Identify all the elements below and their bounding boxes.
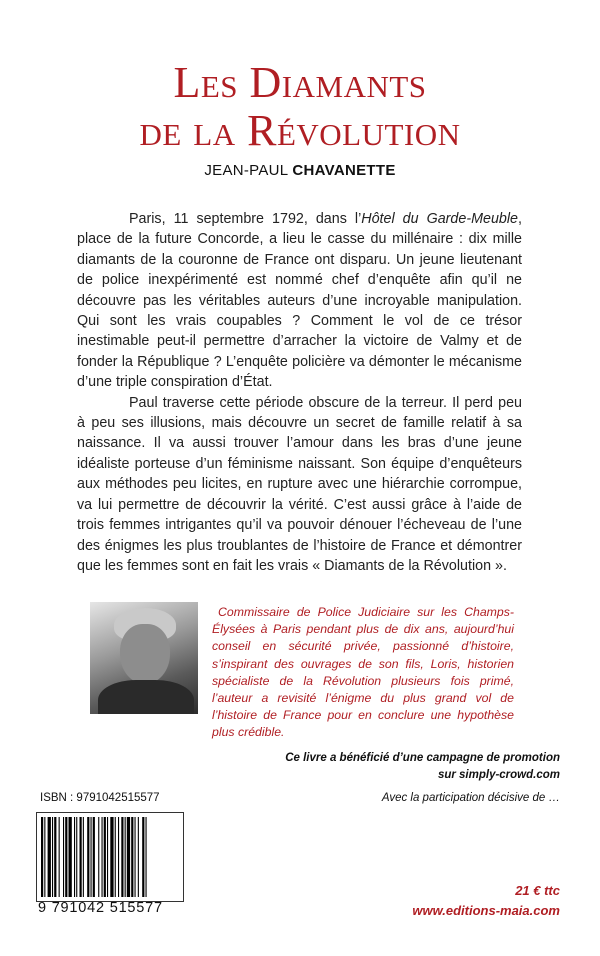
- author-name: [0, 162, 600, 179]
- author-portrait-icon: [90, 602, 198, 714]
- synopsis-paragraph-1: [77, 209, 522, 393]
- price: 21 € ttc: [515, 883, 560, 898]
- promotion-line-2: sur simply-crowd.com: [437, 769, 560, 781]
- synopsis-p1-end: , place de la future Concorde, a lieu le casse du millénaire : dix mille diamants de la couronne de France ont disparu. Un jeune lieutenant de police inexpérimenté est nommé chef d’enquête afin qu’il ne découvre pas les véritables auteurs d’une incroyable manipulation. Qui sont les vrais coupables ? Comment le vol de ce trésor inestimable peut-il permettre d’arracher la victoire de Valmy et de fonder la République ? L’enquête policière va démonter le mécanisme d’une triple conspiration d’État.: [77, 211, 522, 391]
- barcode-icon: [36, 812, 184, 902]
- barcode-digits: 9 791042 515577: [38, 900, 163, 916]
- publisher-website: www.editions-maia.com: [412, 903, 560, 918]
- synopsis: [77, 209, 522, 576]
- synopsis-paragraph-2: Paul traverse cette période obscure de la terreur. Il perd peu à peu ses illusions, mais découvre un secret de famille relatif à sa naissance. Il va aussi trouver l’amour dans les bras d’une jeune idéaliste porteuse d’un féminisme naissant. Son équipe d’enquêteurs aux méthodes peu licites, en rupture avec une hiérarchie corrompue, va lui permettre de découvrir la vérité. C’est aussi grâce à l’aide de trois femmes intrigantes qu’il va pouvoir dénouer l’écheveau de l’une des énigmes les plus troublantes de l’histoire de France et démontrer que les femmes sont en fait les vrais « Diamants de la Révolution ».: [77, 394, 522, 574]
- author-last-name: CHAVANETTE: [292, 162, 396, 179]
- synopsis-p1-start: Paris, 11 septembre 1792, dans l’: [129, 211, 362, 227]
- author-first-name: JEAN-PAUL: [204, 162, 288, 179]
- participation-note: Avec la participation décisive de …: [381, 792, 560, 804]
- author-bio: Commissaire de Police Judiciaire sur les Champs-Élysées à Paris pendant plus de dix ans, aujourd’hui conseil en sécurité privée, passionné d’histoire, s’inspirant des ouvrages de son fils, Loris, historien spécialiste de la Révolution plusieurs fois primé, l’auteur a revisité l’énigme du plus grand vol de l’histoire de France pour en conclure une hypothèse plus crédible.: [212, 605, 514, 740]
- promotion-line-1: Ce livre a bénéficié d’une campagne de promotion: [285, 752, 560, 764]
- book-title-line-2: de la Révolution: [139, 106, 461, 155]
- book-title-line-1: Les Diamants: [173, 58, 427, 107]
- synopsis-p1-italic: Hôtel du Garde-Meuble: [361, 211, 518, 227]
- isbn-label: ISBN : 9791042515577: [40, 792, 160, 804]
- promotion-notice: [240, 750, 560, 784]
